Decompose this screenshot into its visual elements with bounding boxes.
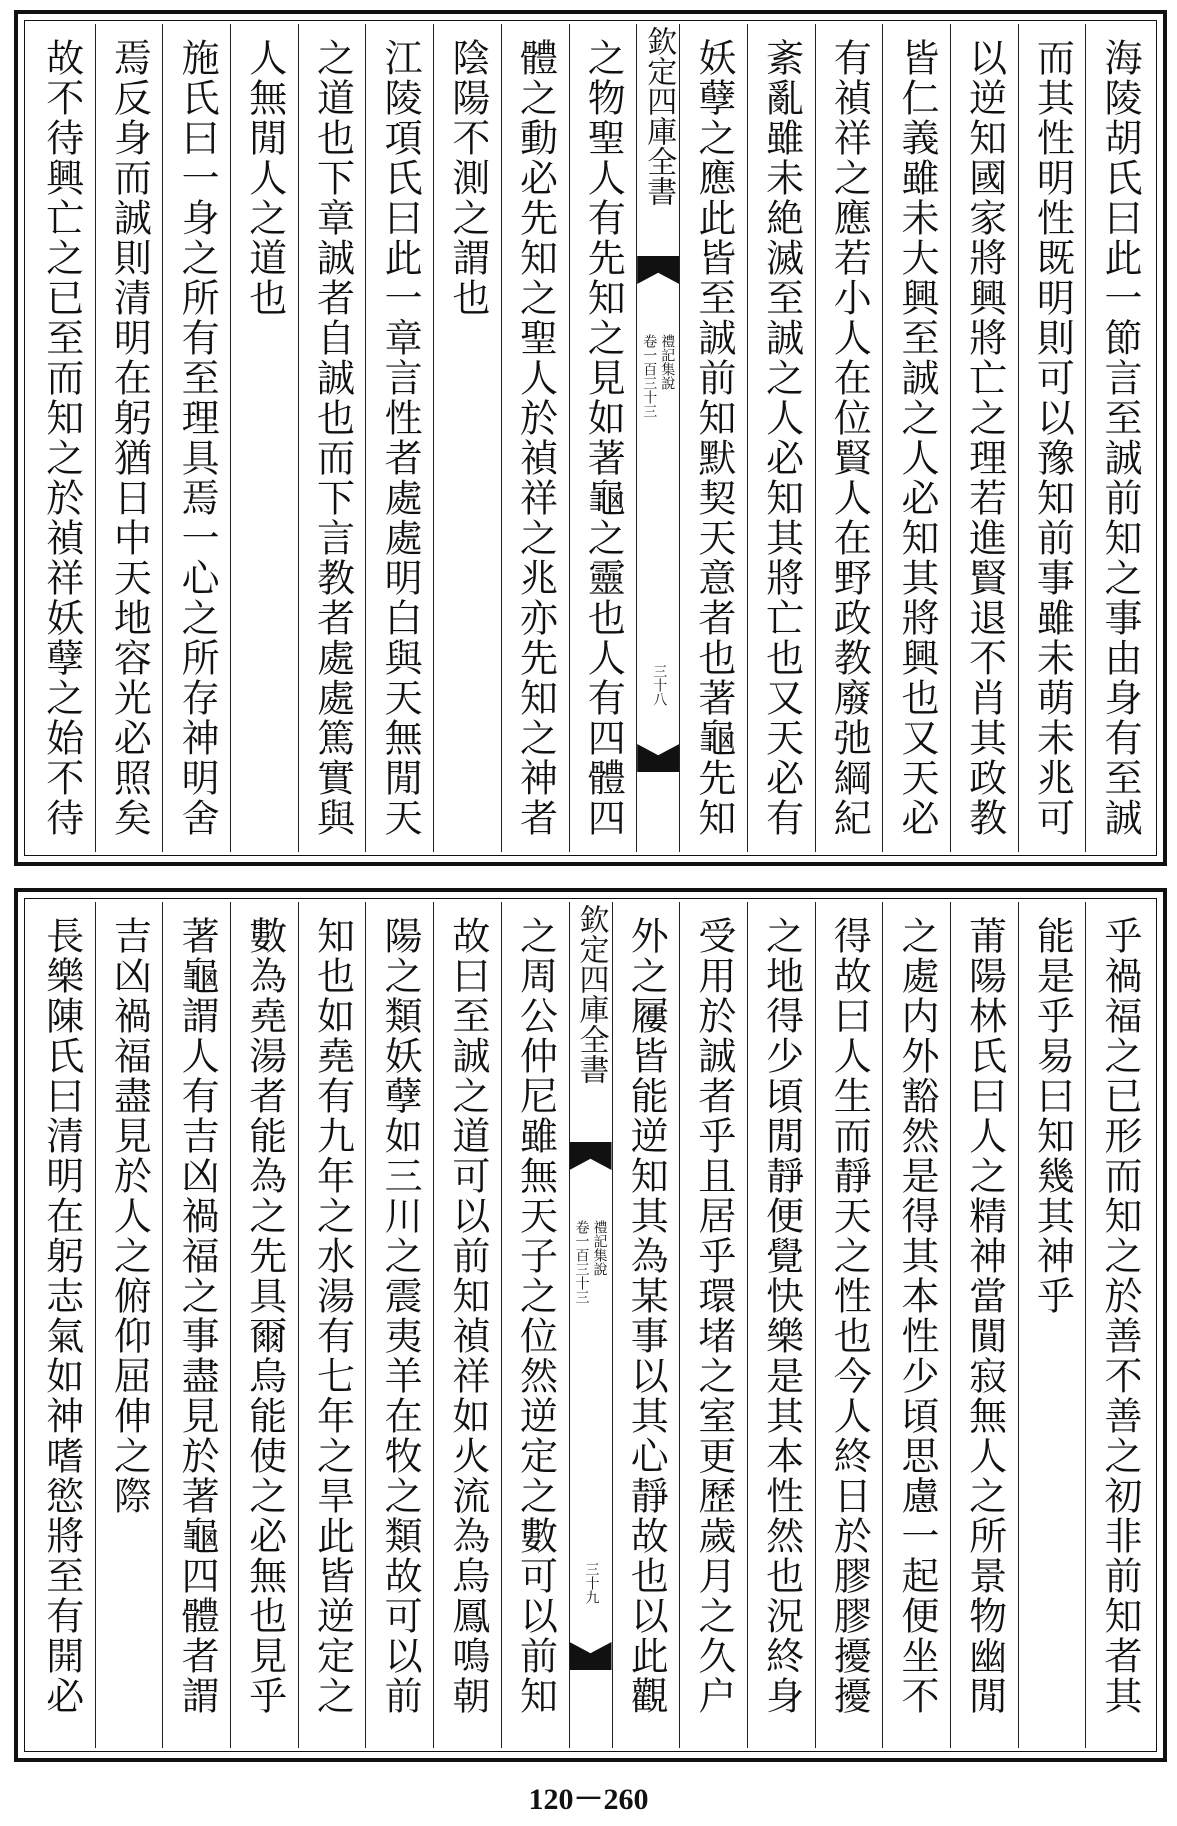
columns (28, 902, 1153, 1748)
book-title: 欽定四庫全書 (573, 904, 609, 1084)
text-column: 長樂陳氏曰清明在躬志氣如神嗜慾將至有開必 (39, 916, 84, 1716)
text-column: 之道也下章誠者自誠也而下言教者處處篤實與 (298, 24, 366, 852)
columns (28, 24, 1153, 852)
text-column: 莆陽林氏曰人之精神當閴寂無人之所景物幽閒 (950, 902, 1018, 1748)
text-column: 江陵項氏曰此一章言性者處處明白與天無閒天 (365, 24, 433, 852)
text-column: 能是乎易曰知幾其神乎 (1018, 902, 1086, 1748)
text-column: 知也如堯有九年之水湯有七年之旱此皆逆定之 (298, 902, 366, 1748)
text-column: 之處内外豁然是得其本性少頃思慮一起便坐不 (882, 902, 950, 1748)
text-column: 而其性明性既明則可以豫知前事雖未萌未兆可 (1018, 24, 1086, 852)
text-column: 之物聖人有先知之見如著龜之靈也人有四體四 (569, 24, 637, 852)
text-column: 之周公仲尼雖無天子之位然逆定之數可以前知 (501, 902, 569, 1748)
page-number: 三十九 (583, 1562, 600, 1604)
text-column: 以逆知國家將興將亡之理若進賢退不肖其政教 (950, 24, 1018, 852)
sub-title: 禮記集說 (591, 1220, 608, 1276)
text-column: 外之屨皆能逆知其為某事以其心靜故也以此觀 (612, 902, 680, 1748)
text-column: 受用於誠者乎且居乎環堵之室更歷歲月之久户 (679, 902, 747, 1748)
page-footer-number: 120－260 (528, 1783, 649, 1816)
center-margin (569, 902, 612, 1748)
center-margin (636, 24, 679, 852)
fishtail-lower (570, 1642, 612, 1670)
text-column: 體之動必先知之聖人於禎祥之兆亦先知之神者 (501, 24, 569, 852)
fishtail-lower (637, 744, 679, 772)
page-number: 三十八 (651, 664, 668, 706)
page-bottom (14, 888, 1167, 1762)
text-column: 人無閒人之道也 (230, 24, 298, 852)
text-column: 故曰至誠之道可以前知禎祥如火流為烏鳳鳴朝 (433, 902, 501, 1748)
text-column: 乎禍福之已形而知之於善不善之初非前知者其 (1085, 902, 1153, 1748)
text-column: 數為堯湯者能為之先具爾烏能使之必無也見乎 (230, 902, 298, 1748)
text-column: 得故曰人生而靜天之性也今人終日於膠膠擾擾 (815, 902, 883, 1748)
text-column: 焉反身而誠則清明在躬猶日中天地容光必照矣 (95, 24, 163, 852)
text-column: 皆仁義雖未大興至誠之人必知其將興也又天必 (882, 24, 950, 852)
text-column: 著龜謂人有吉凶禍福之事盡見於著龜四體者謂 (162, 902, 230, 1748)
sub-title: 禮記集說 (659, 334, 676, 390)
text-column: 之地得少頃閒靜便覺快樂是其本性然也況終身 (747, 902, 815, 1748)
page-top (14, 10, 1167, 866)
volume-label: 卷一百三十三 (641, 334, 658, 418)
text-column: 有禎祥之應若小人在位賢人在野政教廢弛綱紀 (815, 24, 883, 852)
text-column: 吉凶禍福盡見於人之俯仰屈伸之際 (95, 902, 163, 1748)
text-column: 陽之類妖孽如三川之震夷羊在牧之類故可以前 (365, 902, 433, 1748)
volume-label: 卷一百三十三 (573, 1220, 590, 1304)
text-column: 施氏曰一身之所有至理具焉一心之所存神明舍 (162, 24, 230, 852)
text-column: 陰陽不測之謂也 (433, 24, 501, 852)
book-title: 欽定四庫全書 (641, 26, 677, 206)
text-column: 紊亂雖未絶滅至誠之人必知其將亡也又天必有 (747, 24, 815, 852)
fishtail-upper (637, 256, 679, 284)
fishtail-upper (570, 1142, 612, 1170)
text-column: 故不待興亡之已至而知之於禎祥妖孽之始不待 (39, 38, 84, 838)
text-column: 妖孽之應此皆至誠前知默契天意者也著龜先知 (679, 24, 747, 852)
text-column: 海陵胡氏曰此一節言至誠前知之事由身有至誠 (1085, 24, 1153, 852)
